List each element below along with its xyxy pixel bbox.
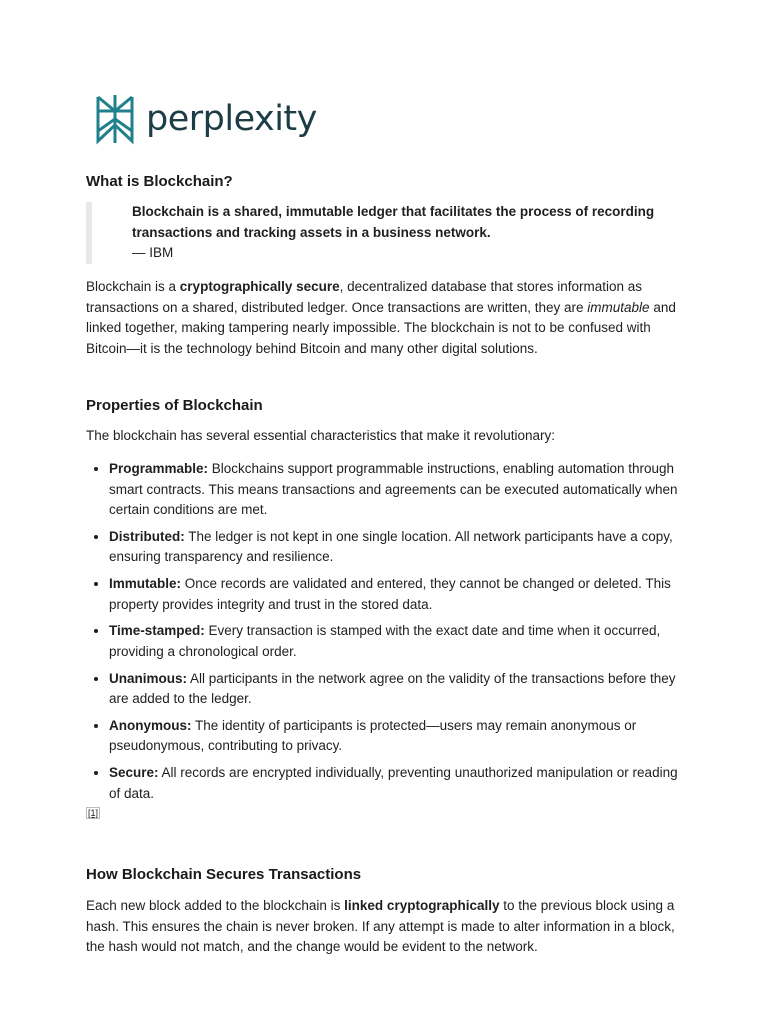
heading-how-secures: How Blockchain Secures Transactions [86, 866, 362, 883]
properties-list [86, 459, 686, 811]
emphasis-linked-cryptographically: linked cryptographically [344, 898, 500, 913]
citation-link[interactable]: [1] [88, 808, 99, 818]
quote-source: — IBM [132, 245, 174, 260]
perplexity-logo-icon [94, 93, 136, 145]
quote-text: Blockchain is a shared, immutable ledger that facilitates the process of recording transactions and tracking assets in a business network. [132, 204, 655, 240]
list-item: • Secure: All records are encrypted individually, preventing unauthorized manipulation or reading of data. [109, 763, 686, 804]
secures-paragraph: Each new block added to the blockchain is linked cryptographically to the previous block using a hash. This ensures the chain is never broken. If any attempt is made to alter information in a block, the hash would not match, and the change would be evident to the network. [86, 898, 675, 954]
emphasis-immutable: immutable [587, 299, 650, 315]
blockquote [86, 202, 686, 264]
brand-logo [94, 93, 317, 145]
list-item: • Immutable: Once records are validated and entered, they cannot be changed or deleted. This property provides integrity and trust in the stored data. [109, 574, 686, 615]
definition-paragraph: Blockchain is a cryptographically secure, decentralized database that stores information as transactions on a shared, distributed ledger. Once transactions are written, they are immutable and linked together, making tampering nearly impossible. The blockchain is not to be confused with Bitcoin—it is the technology behind Bitcoin and many other digital solutions. [86, 279, 676, 356]
list-item: • Anonymous: The identity of participants is protected—users may remain anonymous or pseudonymous, contributing to privacy. [109, 716, 686, 757]
heading-what-is-blockchain: What is Blockchain? [86, 173, 233, 190]
list-item: • Distributed: The ledger is not kept in one single location. All network participants have a copy, ensuring transparency and resilience. [109, 527, 686, 568]
properties-intro: The blockchain has several essential characteristics that make it revolutionary: [86, 428, 555, 443]
list-item: • Time-stamped: Every transaction is stamped with the exact date and time when it occurred, providing a chronological order. [109, 621, 686, 662]
list-item: • Programmable: Blockchains support programmable instructions, enabling automation through smart contracts. This means transactions and agreements can be executed automatically when certain conditions are met. [109, 459, 686, 521]
list-item: • Unanimous: All participants in the network agree on the validity of the transactions before they are added to the ledger. [109, 669, 686, 710]
brand-wordmark: perplexity [146, 98, 317, 139]
emphasis-cryptographically-secure: cryptographically secure [179, 279, 340, 294]
heading-properties: Properties of Blockchain [86, 397, 263, 414]
